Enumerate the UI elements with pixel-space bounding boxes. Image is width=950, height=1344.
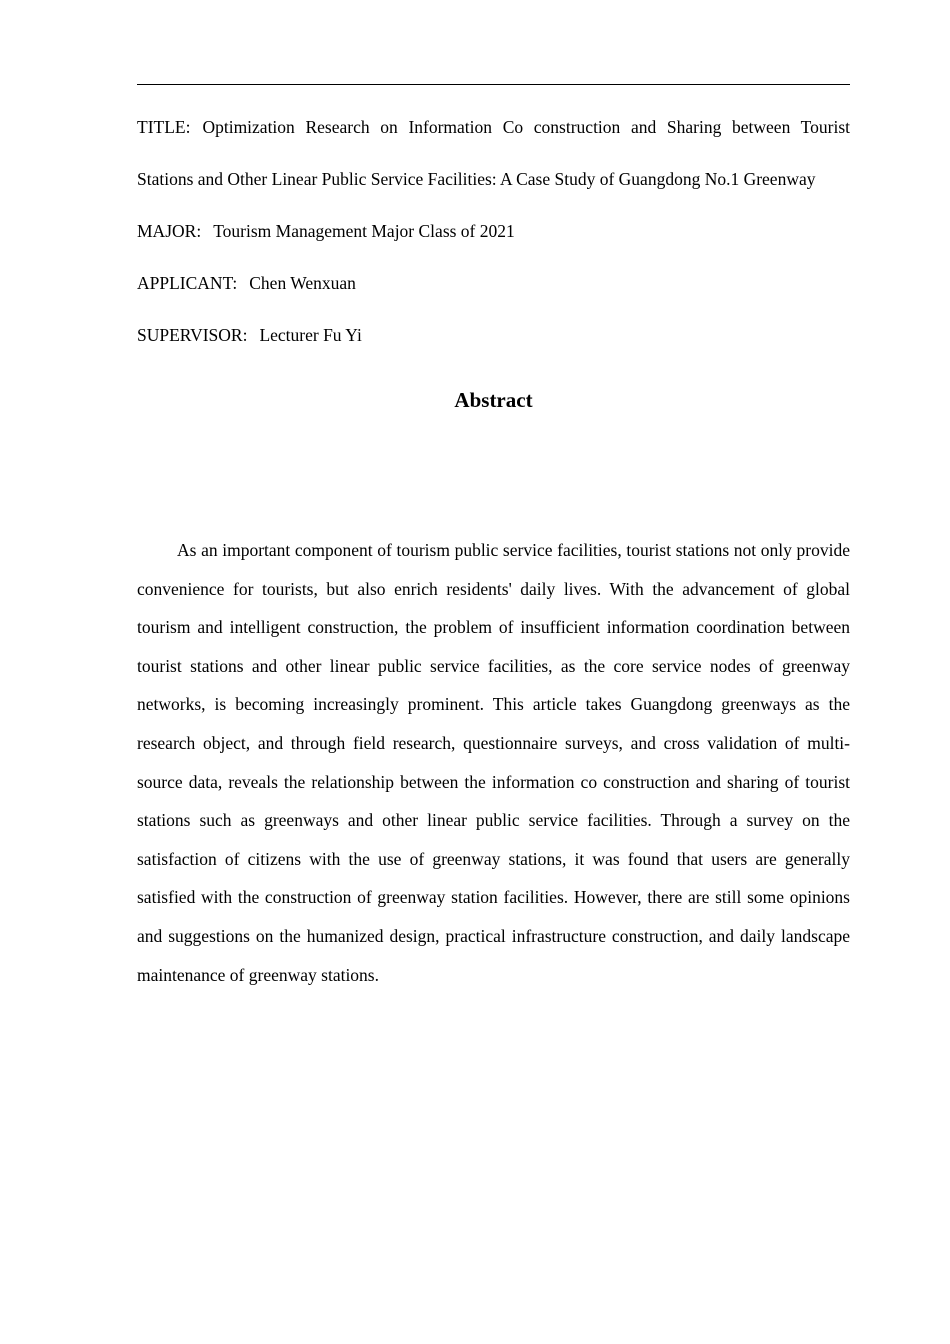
supervisor-text: Lecturer Fu Yi (259, 325, 362, 345)
title-text: Optimization Research on Information Co construction and Sharing between Tourist Stations and Other Linear Public Service Facilities: A Case Study of Guangdong No.1 Greenway (137, 117, 850, 189)
major-text: Tourism Management Major Class of 2021 (213, 221, 515, 241)
applicant-line (137, 257, 850, 309)
title-line (137, 101, 850, 205)
applicant-text: Chen Wenxuan (249, 273, 356, 293)
abstract-heading: Abstract (454, 388, 533, 412)
abstract-paragraph: As an important component of tourism public service facilities, tourist stations not only provide convenience for tourists, but also enrich residents' daily lives. With the advancement of global tourism and intelligent construction, the problem of insufficient information coordination between tourist stations and other linear public service facilities, as the core service nodes of greenway networks, is becoming increasingly prominent. This article takes Guangdong greenways as the research object, and through field research, questionnaire surveys, and cross validation of multi-source data, reveals the relationship between the information co construction and sharing of tourist stations such as greenways and other linear public service facilities. Through a survey on the satisfaction of citizens with the use of greenway stations, it was found that users are generally satisfied with the construction of greenway station facilities. However, there are still some opinions and suggestions on the humanized design, practical infrastructure construction, and daily landscape maintenance of greenway stations. (137, 540, 850, 985)
applicant-label: APPLICANT: (137, 273, 238, 293)
major-label: MAJOR: (137, 221, 202, 241)
header-rule (137, 84, 850, 85)
supervisor-label: SUPERVISOR: (137, 325, 248, 345)
supervisor-line (137, 309, 850, 361)
title-label: TITLE: (137, 117, 191, 137)
thesis-meta-block (137, 101, 850, 361)
major-line (137, 205, 850, 257)
